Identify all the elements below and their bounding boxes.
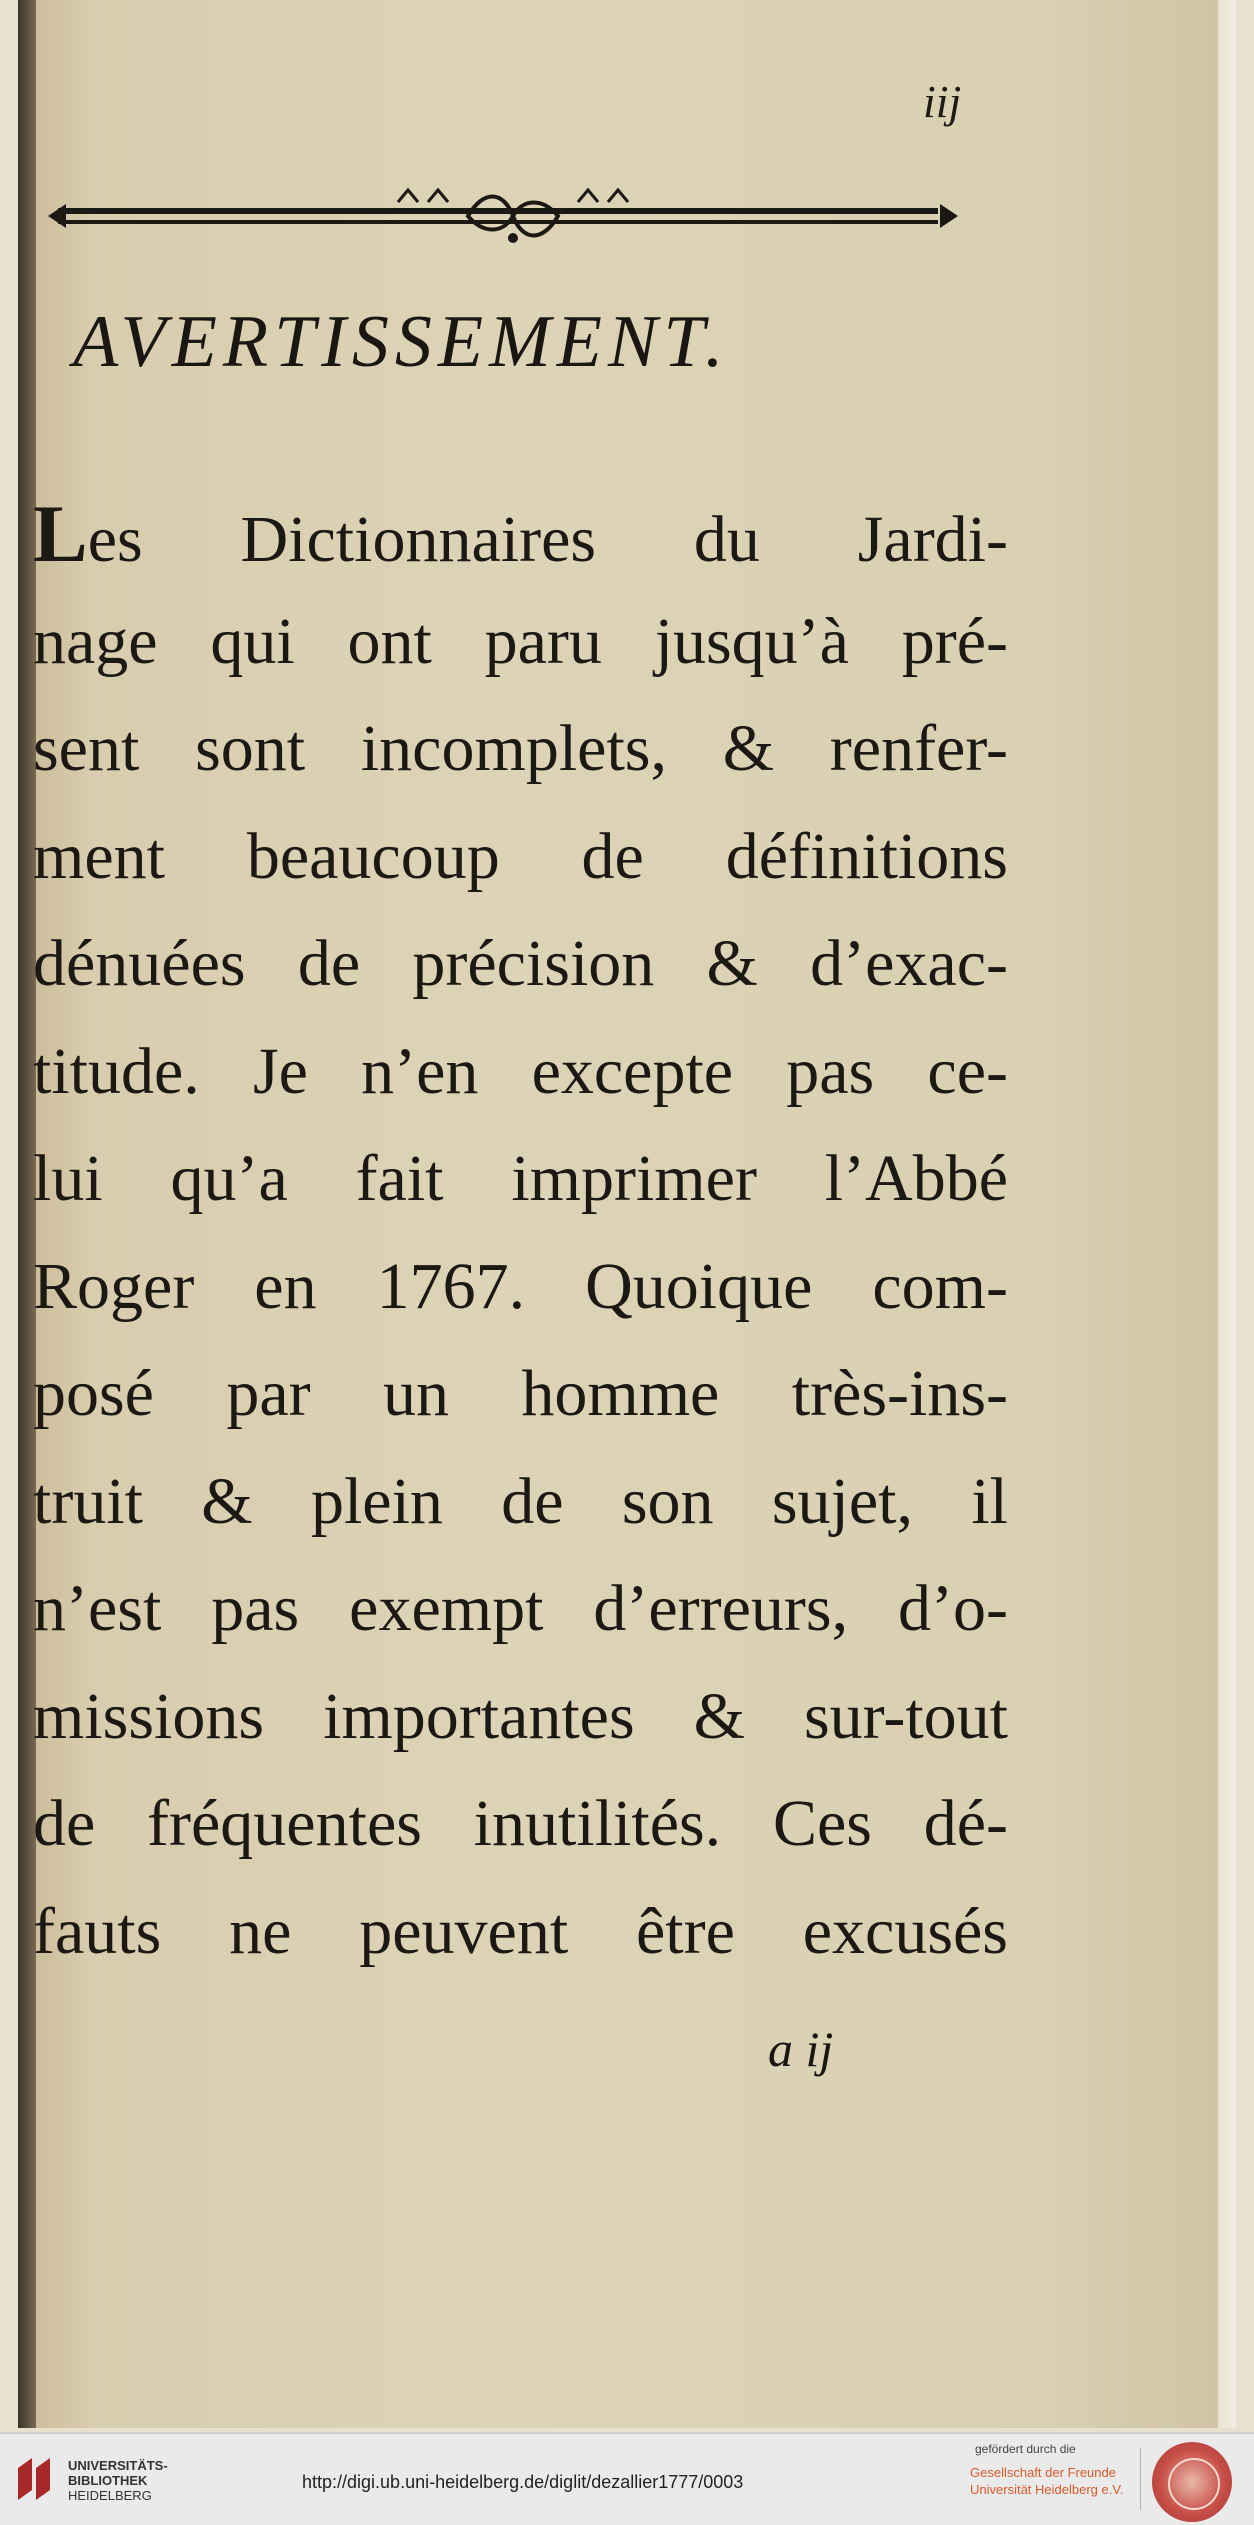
sponsor-name[interactable]	[970, 2464, 1123, 2498]
signature-mark: a ij	[768, 2021, 834, 2077]
text-line: de fréquentes inutilités. Ces dé-	[33, 1787, 1008, 1860]
page-fore-edge	[1218, 0, 1236, 2428]
sponsor-label: gefördert durch die	[975, 2442, 1076, 2456]
text-line: titude. Je n’en excepte pas ce-	[33, 1034, 1008, 1108]
text-line: missions importantes & sur-tout	[33, 1679, 1008, 1753]
book-page	[18, 0, 1236, 2428]
sponsor-name-line: Gesellschaft der Freunde	[970, 2465, 1116, 2480]
text-line: nage qui ont paru jusqu’à pré-	[33, 604, 1008, 678]
text-line: truit & plein de son sujet, il	[33, 1464, 1008, 1538]
library-name-line: BIBLIOTHEK	[68, 2473, 148, 2488]
ub-heidelberg-logo-icon[interactable]	[14, 2454, 54, 2504]
footer-divider	[1140, 2448, 1141, 2510]
text-line: n’est pas exempt d’erreurs, d’o-	[33, 1572, 1008, 1645]
sponsor-name-line: Universität Heidelberg e.V.	[970, 2482, 1124, 2497]
page-number: iij	[923, 76, 962, 127]
text-line: dénuées de précision & d’exac-	[33, 927, 1008, 1000]
text-line-rest: es Dictionnaires du Jardi-	[87, 503, 1008, 576]
library-name[interactable]	[68, 2458, 168, 2503]
page-title: AVERTISSEMENT.	[73, 301, 730, 383]
library-name-line: HEIDELBERG	[68, 2488, 152, 2503]
text-line: Roger en 1767. Quoique com-	[33, 1249, 1008, 1323]
text-line: posé par un homme très-ins-	[33, 1357, 1008, 1430]
permalink-url[interactable]: http://digi.ub.uni-heidelberg.de/diglit/dezallier1777/0003	[302, 2472, 744, 2492]
text-line: lui qu’a fait imprimer l’Abbé	[33, 1142, 1008, 1215]
text-line: ment beaucoup de définitions	[33, 819, 1008, 893]
library-name-line: UNIVERSITÄTS-	[68, 2458, 168, 2473]
footer-bar	[0, 2432, 1254, 2525]
text-line: fauts ne peuvent être excusés	[33, 1894, 1008, 1968]
ornament-rule-icon	[28, 180, 978, 250]
university-seal-icon[interactable]	[1152, 2442, 1232, 2522]
drop-cap: L	[33, 488, 88, 579]
seal-ring	[1168, 2458, 1220, 2510]
text-line	[33, 480, 1008, 588]
body-text	[33, 480, 1008, 1985]
text-line: sent sont incomplets, & renfer-	[33, 712, 1008, 785]
